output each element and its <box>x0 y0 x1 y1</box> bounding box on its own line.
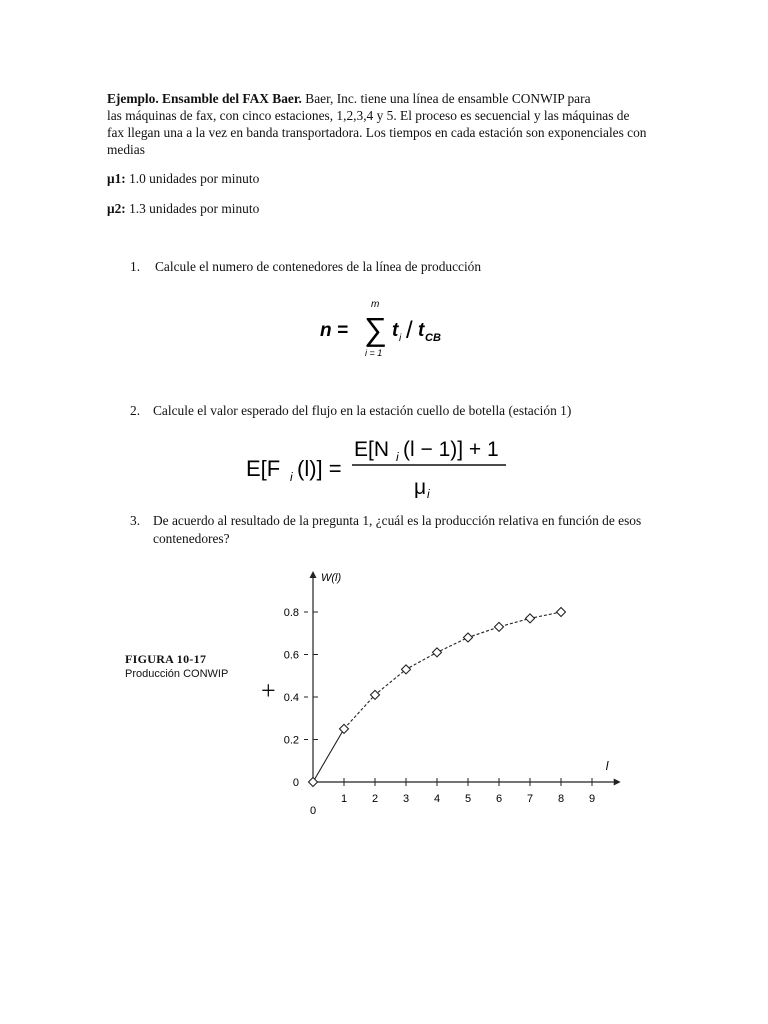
x-tick-label: 4 <box>433 793 441 805</box>
formula2-denominator: μ <box>414 476 427 499</box>
question-3-number: 3. <box>130 513 141 528</box>
figure-caption <box>125 652 228 682</box>
question-3-text: De acuerdo al resultado de la pregunta 1, ¿cuál es la producción relativa en función de esos contenedores? <box>153 513 642 546</box>
y-tick-label: 0.6 <box>283 649 299 662</box>
rate-mu2 <box>107 200 259 217</box>
formula-expected-flow-svg <box>244 430 514 502</box>
y-axis-arrow <box>310 571 317 578</box>
intro-paragraph <box>107 90 667 158</box>
x-tick-label: 3 <box>402 793 410 805</box>
chart-ticks <box>284 607 595 817</box>
x-tick-label: 7 <box>526 793 534 805</box>
formula2-lhs: E[F <box>246 456 281 481</box>
rate-mu1-label: μ1: <box>107 171 126 186</box>
x-tick-label: 5 <box>464 793 472 805</box>
x-tick-label: 6 <box>495 793 503 805</box>
data-point <box>526 614 535 623</box>
formula2-numerator: E[N <box>354 438 390 461</box>
formula-containers <box>318 292 458 362</box>
rate-mu1-text: 1.0 unidades por minuto <box>125 171 260 186</box>
y-tick-label: 0.4 <box>283 692 299 704</box>
rate-mu2-label: μ2: <box>107 201 126 216</box>
formula2-num-end: (l − 1)] + 1 <box>403 438 499 461</box>
rate-mu1 <box>107 170 259 187</box>
y-axis-label: W(l) <box>321 572 342 584</box>
question-1-number: 1. <box>130 259 141 274</box>
x-tick-label: 8 <box>557 793 565 805</box>
y-tick-label: 0.8 <box>283 607 299 619</box>
data-point <box>340 724 349 733</box>
x-axis-arrow <box>614 779 621 786</box>
figure-caption-subtitle: Producción CONWIP <box>125 668 229 680</box>
chart-axes <box>310 571 621 786</box>
intro-line-4: medias <box>107 142 145 157</box>
formula1-slash: / <box>406 317 413 344</box>
x-tick-label: 1 <box>340 793 348 805</box>
series-line-segment <box>313 729 344 782</box>
data-point <box>464 633 473 642</box>
intro-line-1: Baer, Inc. tiene una línea de ensamble CONWIP para <box>301 91 591 106</box>
x-axis-label: l <box>605 759 609 773</box>
x-tick-label: 2 <box>371 793 379 805</box>
series-line <box>344 612 561 729</box>
conwip-production-chart <box>275 565 655 825</box>
formula-containers-svg <box>318 292 458 362</box>
formula1-sub-cb: CB <box>425 332 441 344</box>
figure-caption-title: FIGURA 10-17 <box>125 652 207 666</box>
intro-line-2: las máquinas de fax, con cinco estaciones, 1,2,3,4 y 5. El proceso es secuencial y las máquinas de <box>107 108 630 123</box>
formula2-lhs-end: (l)] = <box>297 456 342 481</box>
y-tick-label: 0.2 <box>283 734 299 747</box>
formula2-num-sub: i <box>396 450 399 464</box>
intro-line-3: fax llegan una a la vez en banda transportadora. Los tiempos en cada estación son exponenciales con <box>107 125 647 140</box>
x-origin-label: 0 <box>309 805 317 817</box>
formula1-t2: t <box>418 320 425 341</box>
chart-series <box>309 608 566 787</box>
rate-mu2-text: 1.3 unidades por minuto <box>125 201 260 216</box>
question-2-number: 2. <box>130 403 141 418</box>
plus-mark: + <box>261 676 276 705</box>
data-point <box>557 608 566 617</box>
question-1-text: Calcule el numero de contenedores de la línea de producción <box>155 259 482 274</box>
question-2-text: Calcule el valor esperado del flujo en la estación cuello de botella (estación 1) <box>153 403 572 418</box>
formula1-sub-i: i <box>399 333 402 344</box>
formula1-upper: m <box>371 299 380 310</box>
formula2-den-sub: i <box>427 487 430 501</box>
y-tick-label: 0 <box>292 777 299 789</box>
data-point <box>309 778 318 787</box>
intro-bold-lead: Ejemplo. Ensamble del FAX Baer. <box>107 91 302 106</box>
formula1-lower: i = 1 <box>365 348 383 358</box>
data-point <box>495 622 504 631</box>
sigma-symbol: ∑ <box>364 311 387 347</box>
formula-expected-flow <box>244 430 514 502</box>
data-point <box>433 648 442 657</box>
formula2-lhs-sub: i <box>290 470 293 484</box>
formula1-body: t <box>392 320 399 341</box>
formula1-lhs: n = <box>320 320 348 341</box>
x-tick-label: 9 <box>588 793 596 805</box>
